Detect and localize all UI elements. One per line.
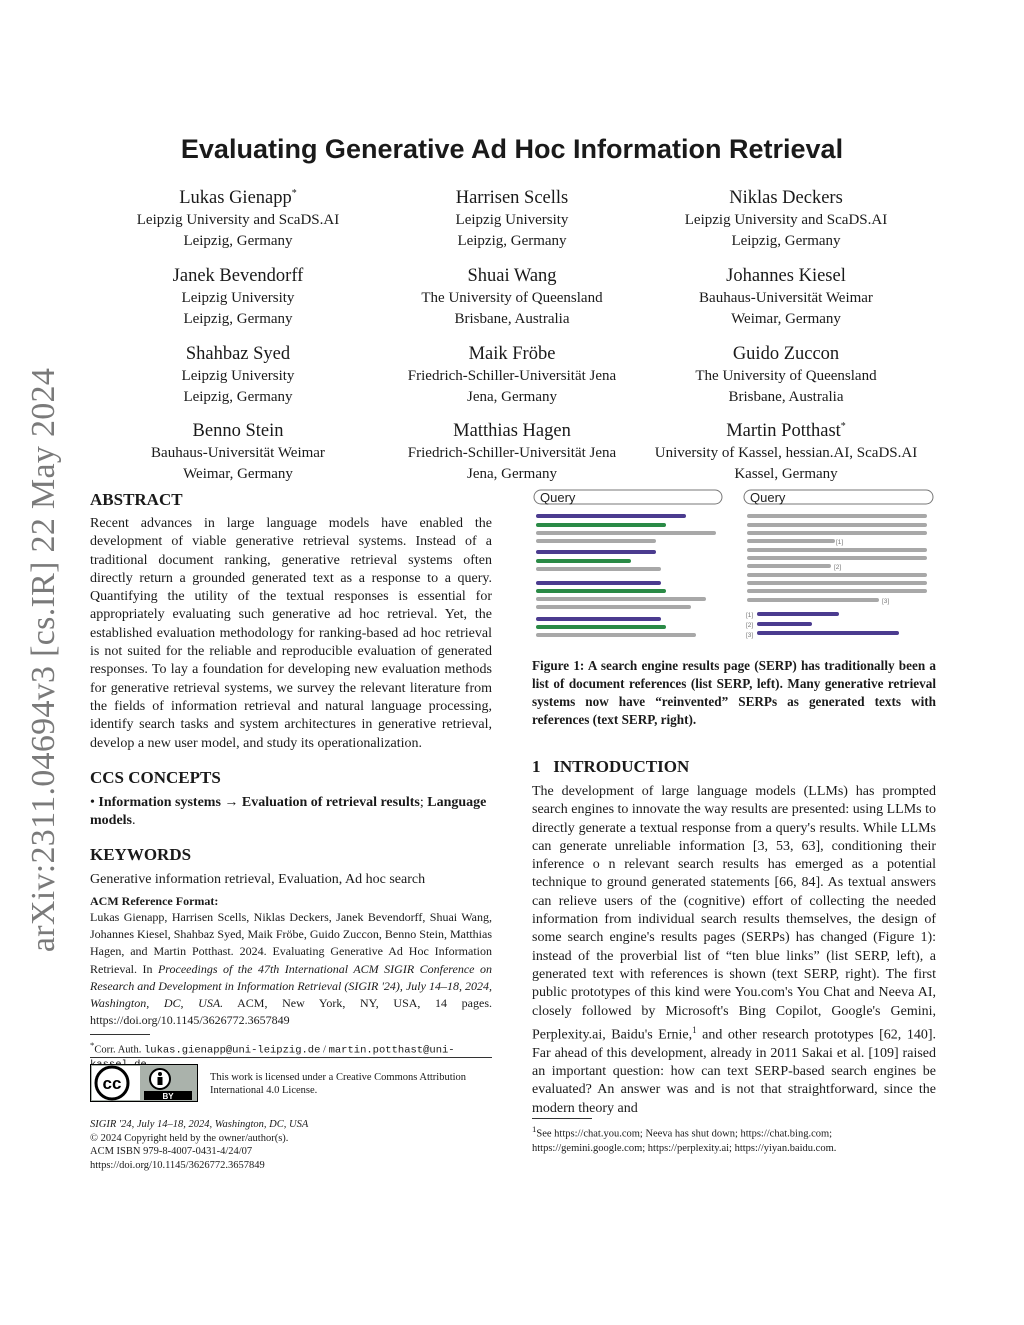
abstract-heading: ABSTRACT <box>90 490 183 509</box>
author <box>98 260 378 329</box>
email-link[interactable]: martin.potthast@uni- <box>328 1044 455 1057</box>
generated-text-line <box>747 539 835 543</box>
license-text: This work is licensed under a Creative Commons Attribution International 4.0 License. <box>210 1072 467 1096</box>
ccs-bullet: • <box>90 795 95 810</box>
author-name: Guido Zuccon <box>732 344 840 365</box>
inline-ref-3: [3] <box>882 598 890 605</box>
author-mark: * <box>291 188 297 199</box>
list-result-line <box>536 567 661 571</box>
author <box>636 415 936 484</box>
figure-caption-block <box>532 657 936 729</box>
generated-text-line <box>747 556 927 560</box>
reference-line <box>757 631 899 635</box>
reference-format-text <box>90 909 492 1029</box>
author-affiliation: Leipzig University <box>455 212 569 229</box>
abstract-section <box>90 490 492 753</box>
cc-by-badge[interactable] <box>90 1064 198 1102</box>
cc-by-icon <box>90 1064 198 1102</box>
author-name: Niklas Deckers <box>729 188 843 209</box>
corr-separator: / <box>320 1044 329 1056</box>
by-badge-text: BY <box>162 1092 174 1101</box>
footnote-rule <box>532 1118 592 1119</box>
author-location: Jena, Germany <box>467 388 557 405</box>
ccs-item: Evaluation of retrieval results <box>241 795 420 810</box>
author <box>646 338 926 407</box>
keywords-text: Generative information retrieval, Evaluation, Ad hoc search <box>90 872 426 887</box>
intro-text-b: and other research prototypes [62, 140]. Far ahead of this development, already in 2011 Sakai et al. [109] raised an important question: how can text SERP-based search engines be evaluated? An answer was and is not that straightforward, since the modern theory and <box>532 1027 936 1116</box>
reference-label-2: [2] <box>746 622 754 629</box>
author-name: Shuai Wang <box>467 266 557 287</box>
figure-caption: Figure 1: A search engine results page (SERP) has traditionally been a list of document references (list SERP, left). Many generative retrieval systems now have “reinvented” SERPs as generated texts with references (text SERP, right). <box>532 658 936 727</box>
intro-text-a: The development of large language models (LLMs) has prompted search engines to innovate the way results are presented: using LLMs to directly generate a textual response from a query's results. While LLMs can generate unreliable information [3, 53, 63], conditioning their inference o n relevant search results has emerged as a potential technique to ground generated statements [66, 84]. As textual answers can relieve users of the (cognitive) effort of collecting the needed information from individual search results themselves, the design of some search engine's results pages (SERPs) has changed (Figure 1): instead of the proverbial list of “ten blue links” (list SERP, left), a generated text with references is shown (text SERP, right). The first public prototypes of this kind were You.com's You Chat and Neeva AI, closely followed by Microsoft's Bing Copilot, Google's Gemini, Perplexity.ai, Baidu's Ernie, <box>532 784 936 1043</box>
list-serp <box>534 490 722 637</box>
author-affiliation: The University of Queensland <box>421 290 603 307</box>
author-location: Leipzig, Germany <box>183 388 293 405</box>
email-link[interactable]: lukas.gienapp@uni-leipzig.de <box>143 1044 321 1057</box>
author-affiliation: Bauhaus-Universität Weimar <box>151 445 325 462</box>
author-affiliation: Bauhaus-Universität Weimar <box>699 290 873 307</box>
author <box>98 182 378 251</box>
author-affiliation: University of Kassel, hessian.AI, ScaDS.AI <box>654 445 918 462</box>
generated-text-line <box>747 548 927 552</box>
list-result-line <box>536 597 706 601</box>
list-result-line <box>536 523 666 527</box>
list-result-line <box>536 531 716 535</box>
reference-authors: Lukas Gienapp, Harrisen Scells, Niklas Deckers, Janek Bevendorff, Shuai Wang, Johannes Kiesel, Shahbaz Syed, Maik Fröbe, Guido Zuccon, Benno Stein, Matthias Hagen, and Martin Potthast. 2024. Evaluating Generative Ad Hoc Information Retrieval. In <box>90 910 492 976</box>
author-affiliation: Friedrich-Schiller-Universität Jena <box>407 445 617 462</box>
section-title: INTRODUCTION <box>553 757 690 776</box>
ccs-end: . <box>132 813 136 829</box>
copyright-block <box>90 1118 492 1172</box>
corr-prefix: Corr. Auth. <box>94 1044 142 1056</box>
generated-text-line <box>747 514 927 518</box>
copyright-line: © 2024 Copyright held by the owner/author(s). <box>90 1132 289 1144</box>
author <box>372 260 652 329</box>
footnote-text: See https://chat.you.com; Neeva has shut down; https://chat.bing.com; https://gemini.google.com; https://perplexity.ai; https://yiyan.baidu.com. <box>532 1128 837 1154</box>
author-name: Martin Potthast <box>726 421 841 442</box>
author-location: Jena, Germany <box>467 465 557 482</box>
author-location: Leipzig, Germany <box>731 232 841 249</box>
author-name: Shahbaz Syed <box>185 344 291 365</box>
reference-format <box>90 894 492 1029</box>
author-name: Maik Fröbe <box>468 344 556 365</box>
author-location: Weimar, Germany <box>731 310 841 327</box>
footnote-rule <box>90 1034 150 1035</box>
author-name: Johannes Kiesel <box>726 266 846 287</box>
reference-line <box>757 622 812 626</box>
list-result-line <box>536 589 666 593</box>
ccs-arrow: → <box>224 795 239 810</box>
ccs-item: Language models <box>90 795 487 829</box>
list-result-line <box>536 539 656 543</box>
section-number: 1 <box>532 757 541 776</box>
copyright-isbn: ACM ISBN 979-8-4007-0431-4/24/07 <box>90 1146 253 1157</box>
generated-text-line <box>747 564 831 568</box>
cc-badge-text: cc <box>102 1074 122 1093</box>
ccs-item: Information systems <box>98 795 221 810</box>
author-location: Leipzig, Germany <box>457 232 567 249</box>
corr-mark: * <box>90 1040 95 1050</box>
author-affiliation: Leipzig University <box>181 290 295 307</box>
author-name: Janek Bevendorff <box>172 266 304 287</box>
author-affiliation: Leipzig University <box>181 368 295 385</box>
author <box>372 415 652 484</box>
generated-text-line <box>747 598 879 602</box>
reference-line <box>757 612 839 616</box>
inline-ref-1: [1] <box>836 539 844 546</box>
figure-1 <box>532 488 936 648</box>
generated-text-line <box>747 581 927 585</box>
author-affiliation: Leipzig University and ScaDS.AI <box>684 212 888 229</box>
reference-format-label: ACM Reference Format: <box>90 894 219 908</box>
ccs-section <box>90 768 492 831</box>
list-result-line <box>536 617 661 621</box>
introduction-text <box>532 783 936 1118</box>
author-location: Brisbane, Australia <box>454 310 570 327</box>
reference-tail: ACM, New York, NY, USA, 14 pages. https://doi.org/10.1145/3626772.3657849 <box>90 996 492 1028</box>
ccs-separator: ; <box>419 795 424 810</box>
list-result-line <box>536 605 691 609</box>
author-name: Matthias Hagen <box>453 421 571 442</box>
author <box>646 260 926 329</box>
list-result-line <box>536 514 686 518</box>
list-result-line <box>536 581 661 585</box>
arxiv-id: arXiv:2311.04694v3 [cs.IR] 22 May 2024 <box>25 367 62 953</box>
author-location: Weimar, Germany <box>183 465 293 482</box>
author-location: Leipzig, Germany <box>183 310 293 327</box>
reference-venue: Proceedings of the 47th International ACM SIGIR Conference on Research and Development in Information Retrieval (SIGIR '24), July 14–18, 2024, Washington, DC, USA. <box>90 961 492 1011</box>
author-name: Harrisen Scells <box>455 188 569 209</box>
generated-text-line <box>747 523 927 527</box>
list-result-line <box>536 550 656 554</box>
generated-text-line <box>747 573 927 577</box>
footnote <box>532 1122 936 1156</box>
list-result-line <box>536 559 631 563</box>
author-location: Leipzig, Germany <box>183 232 293 249</box>
author <box>372 182 652 251</box>
abstract-text: Recent advances in large language models have enabled the development of viable generative retrieval systems. Instead of a traditional document ranking, generative retrieval systems often directly return a grounded generated text as a response to a query. Quantifying the utility of the textual responses is essential for appropriately evaluating such generative ad hoc retrieval. Yet, the established evaluation methodology for ranking-based ad hoc retrieval is not suited for the reliable and reproducible evaluation of generated responses. To lay a foundation for developing new evaluation methods for generative retrieval systems, we survey the relevant literature from the fields of information retrieval and natural language processing, identify search tasks and system architectures in generative retrieval, develop a new user model, and study its operationalization. <box>90 516 492 751</box>
copyright-doi[interactable]: https://doi.org/10.1145/3626772.3657849 <box>90 1159 265 1171</box>
divider <box>90 1057 492 1058</box>
author-affiliation: Leipzig University and ScaDS.AI <box>136 212 340 229</box>
author-affiliation: Friedrich-Schiller-Universität Jena <box>407 368 617 385</box>
reference-label-1: [1] <box>746 612 754 619</box>
reference-label-3: [3] <box>746 632 754 639</box>
inline-ref-2: [2] <box>834 564 842 571</box>
author <box>98 415 378 484</box>
keywords-heading: KEYWORDS <box>90 845 192 864</box>
ccs-heading: CCS CONCEPTS <box>90 768 221 787</box>
author-location: Kassel, Germany <box>734 465 838 482</box>
list-result-line <box>536 625 666 629</box>
author-mark: * <box>840 421 846 432</box>
copyright-venue: SIGIR '24, July 14–18, 2024, Washington, DC, USA <box>90 1119 309 1130</box>
serp-illustration <box>532 488 936 648</box>
author-name: Lukas Gienapp <box>179 188 292 209</box>
arxiv-sidebar-stamp <box>22 350 66 970</box>
introduction-heading <box>532 757 936 777</box>
introduction-section <box>532 757 936 1118</box>
keywords-section <box>90 845 492 889</box>
query-label-left: Query <box>540 490 576 505</box>
ccs-text <box>90 794 492 831</box>
author <box>646 182 926 251</box>
footnote-mark[interactable]: 1 <box>692 1024 697 1035</box>
author <box>372 338 652 407</box>
query-label-right: Query <box>750 490 786 505</box>
paper-title: Evaluating Generative Ad Hoc Information Retrieval <box>180 134 844 164</box>
author <box>98 338 378 407</box>
author-name: Benno Stein <box>192 421 284 442</box>
text-serp <box>744 490 933 639</box>
list-result-line <box>536 633 696 637</box>
author-location: Brisbane, Australia <box>728 388 844 405</box>
generated-text-line <box>747 531 927 535</box>
generated-text-line <box>747 589 927 593</box>
footnote-number: 1 <box>532 1124 537 1134</box>
author-affiliation: The University of Queensland <box>695 368 877 385</box>
